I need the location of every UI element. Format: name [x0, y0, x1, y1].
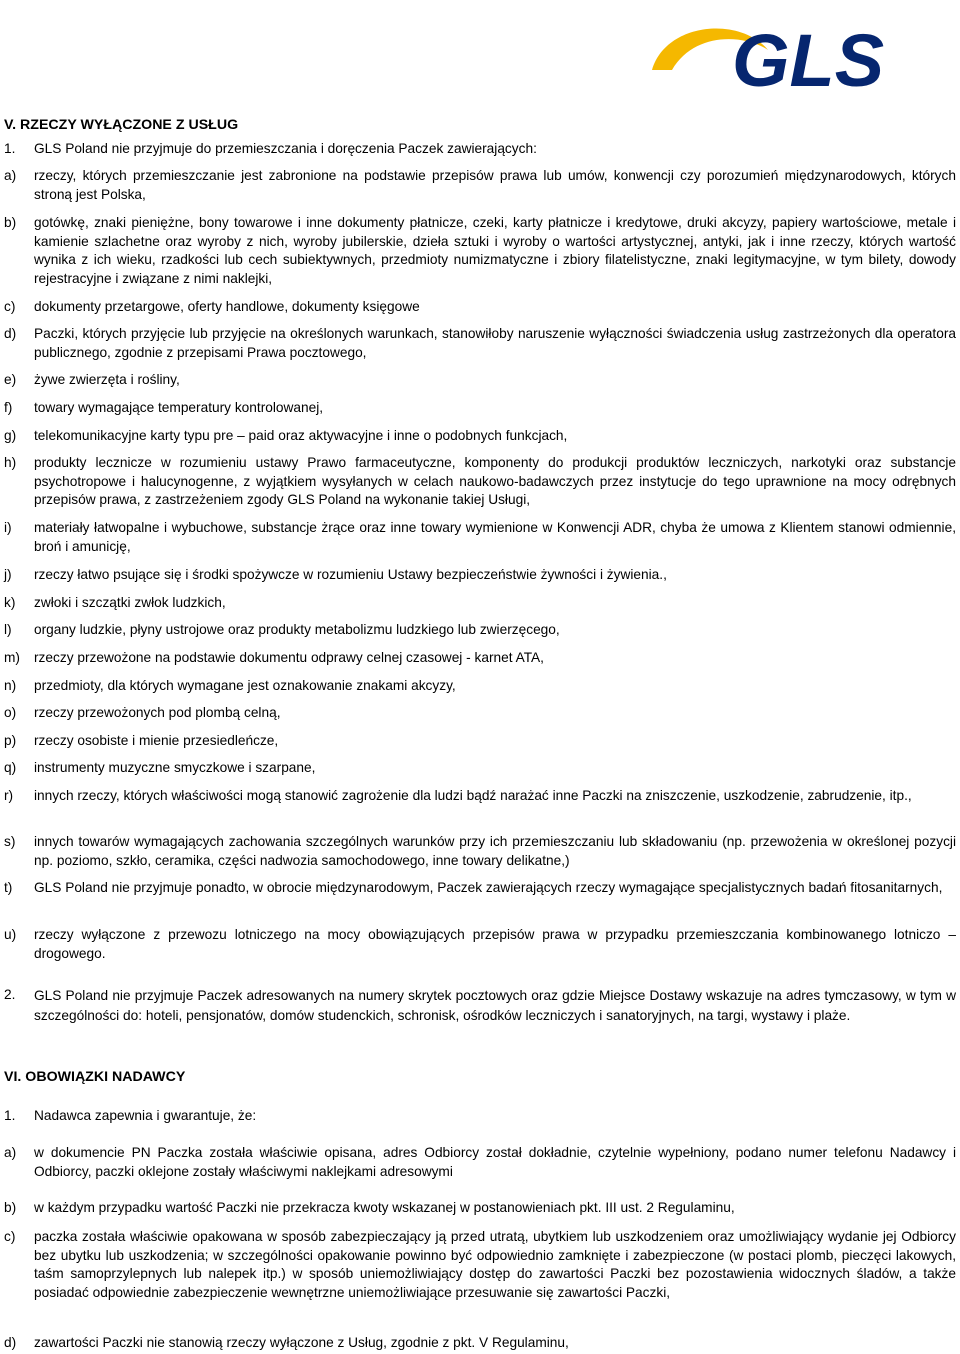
list-item-text: GLS Poland nie przyjmuje ponadto, w obrocie międzynarodowym, Paczek zawierających rzeczy wymagające specjalistycznych badań fitosanitarnych,	[34, 880, 943, 895]
list-item	[4, 519, 956, 556]
list-item-text: telekomunikacyjne karty typu pre – paid oraz aktywacyjne i inne o podobnych funkcjach,	[34, 428, 568, 443]
list-marker: 1.	[4, 1108, 16, 1123]
list-item-text: rzeczy osobiste i mienie przesiedleńcze,	[34, 733, 279, 748]
list-item-text: przedmioty, dla których wymagane jest oznakowanie znakami akcyzy,	[34, 678, 456, 693]
section-intro	[4, 140, 956, 159]
list-item-text: produkty lecznicze w rozumieniu ustawy Prawo farmaceutyczne, komponenty do produkcji produktów leczniczych, narkotyki oraz substancje psychotropowe i halucynogenne, z wyjątkiem wysyłanych w celach naukowo-badawczych przez instytucje do tego uprawnione na mocy odrębnych przepisów prawa, z zastrzeżeniem zgody GLS Poland na wykonanie takiej Usługi,	[34, 455, 956, 508]
list-item	[4, 298, 956, 317]
list-item	[4, 594, 956, 613]
list-item-text: dokumenty przetargowe, oferty handlowe, dokumenty księgowe	[34, 299, 420, 314]
list-item-text: rzeczy łatwo psujące się i środki spożywcze w rozumieniu Ustawy bezpieczeństwie żywności i żywienia.,	[34, 567, 667, 582]
list-marker: u)	[4, 927, 17, 942]
list-item-text: rzeczy, których przemieszczanie jest zabronione na podstawie przepisów prawa lub umów, konwencji czy porozumień międzynarodowych, których stroną jest Polska,	[34, 168, 956, 202]
list-item-text: rzeczy wyłączone z przewozu lotniczego na mocy obowiązujących przepisów prawa w przypadku przemieszczania kombinowanego lotniczo – drogowego.	[34, 927, 956, 961]
list-item-text: paczka została właściwie opakowana w sposób zabezpieczający ją przed utratą, ubytkiem lub uszkodzeniem oraz umożliwiający wydanie jej Odbiorcy bez ubytku lub uszkodzenia; w szczególności opakowanie powinno być odpowiednio zamknięte i zabezpieczone (w postaci plomb, pieczęci lakowych, taśm samoprzylepnych lub nalepek itp.) w sposób uniemożliwiający dostęp do zawartości Paczki bez pozostawienia widocznych śladów, a także posiadać odpowiednie zabezpieczenie wewnętrzne uniemożliwiające przesuwanie się zawartości Paczki,	[34, 1229, 956, 1300]
list-marker: d)	[4, 326, 17, 341]
list-item	[4, 167, 956, 204]
list-item	[4, 759, 956, 778]
list-marker: d)	[4, 1335, 17, 1350]
list-marker: k)	[4, 595, 16, 610]
list-item	[4, 704, 956, 723]
list-item	[4, 732, 956, 751]
list-marker: j)	[4, 567, 12, 582]
list-item	[4, 621, 956, 640]
list-marker: s)	[4, 834, 16, 849]
list-item	[4, 649, 956, 668]
list-item-text: żywe zwierzęta i rośliny,	[34, 372, 180, 387]
list-marker: r)	[4, 788, 14, 803]
list-marker: g)	[4, 428, 17, 443]
list-item-text: zawartości Paczki nie stanowią rzeczy wyłączone z Usług, zgodnie z pkt. V Regulaminu,	[34, 1335, 569, 1350]
list-item-text: towary wymagające temperatury kontrolowanej,	[34, 400, 324, 415]
list-marker: c)	[4, 1229, 16, 1244]
intro-text: GLS Poland nie przyjmuje do przemieszczania i doręczenia Paczek zawierających:	[34, 141, 537, 156]
list-item-text: organy ludzkie, płyny ustrojowe oraz produkty metabolizmu ludzkiego lub zwierzęcego,	[34, 622, 560, 637]
list-marker: p)	[4, 733, 17, 748]
list-marker: a)	[4, 168, 17, 183]
section-intro	[4, 1107, 956, 1126]
list-marker: o)	[4, 705, 17, 720]
list-item-text: rzeczy przewożone na podstawie dokumentu odprawy celnej czasowej - karnet ATA,	[34, 650, 544, 665]
list-marker: i)	[4, 520, 12, 535]
list-marker: 1.	[4, 141, 16, 156]
list-item-text: gotówkę, znaki pieniężne, bony towarowe i inne dokumenty płatnicze, czeki, karty płatnicze i kredytowe, druki akcyzy, papiery wartościowe, metale i kamienie szlachetne oraz wyroby z nich, wyroby jubilerskie, dzieła sztuki i wyroby o wartości artystycznej, antyki, jak i inne rzeczy, których wartość wynika z ich wieku, rzadkości lub cech subiektywnych, przedmioty numizmatyczne i zbiory filatelistyczne, znaki legitymacyjne, w tym bilety, dowody rejestracyjne i związane z nimi naklejki,	[34, 215, 956, 286]
list-item-text: innych towarów wymagających zachowania szczególnych warunków przy ich przemieszczaniu lub składowaniu (np. przewożenia w określonej pozycji np. poziomo, szkło, ceramika, części nadwozia samochodowego, inne towary delikatne,)	[34, 834, 956, 868]
list-item	[4, 371, 956, 390]
list-item	[4, 1199, 956, 1218]
list-item-text: w każdym przypadku wartość Paczki nie przekracza kwoty wskazanej w postanowieniach pkt. III ust. 2 Regulaminu,	[34, 1200, 735, 1215]
section-title: V. RZECZY WYŁĄCZONE Z USŁUG	[4, 117, 239, 133]
list-item-text: materiały łatwopalne i wybuchowe, substancje żrące oraz inne towary wymienione w Konwencji ADR, chyba że umowa z Klientem stanowi odmiennie, broń i amunicję,	[34, 520, 956, 554]
list-item	[4, 399, 956, 418]
list-item	[4, 926, 956, 963]
logo-text: GLS	[732, 20, 885, 92]
intro-text: Nadawca zapewnia i gwarantuje, że:	[34, 1108, 257, 1123]
list-item	[4, 1144, 956, 1181]
list-marker: b)	[4, 1200, 17, 1215]
list-item-text: instrumenty muzyczne smyczkowe i szarpane,	[34, 760, 316, 775]
list-marker: t)	[4, 880, 13, 895]
list-item-text: zwłoki i szczątki zwłok ludzkich,	[34, 595, 226, 610]
list-marker: e)	[4, 372, 17, 387]
gls-logo	[648, 20, 913, 92]
list-item	[4, 214, 956, 288]
list-item-text: Paczki, których przyjęcie lub przyjęcie na określonych warunkach, stanowiłoby naruszenie wyłączności świadczenia usług zastrzeżonych dla operatora publicznego, zgodnie z przepisami Prawa pocztowego,	[34, 326, 956, 360]
section-title: VI. OBOWIĄZKI NADAWCY	[4, 1069, 186, 1085]
list-marker: h)	[4, 455, 17, 470]
list-item-text: innych rzeczy, których właściwości mogą stanowić zagrożenie dla ludzi bądź narażać inne Paczki na zniszczenie, uszkodzenie, zabrudzenie, itp.,	[34, 788, 912, 803]
list-item	[4, 787, 956, 806]
list-item	[4, 427, 956, 446]
list-item	[4, 833, 956, 870]
list-item-text: rzeczy przewożonych pod plombą celną,	[34, 705, 281, 720]
list-item-text: w dokumencie PN Paczka została właściwie opisana, adres Odbiorcy został dokładnie, czytelnie wypełniony, podano numer telefonu Nadawcy i Odbiorcy, paczki oklejone zostały właściwymi naklejkami adresowymi	[34, 1145, 956, 1179]
list-item	[4, 566, 956, 585]
list-item	[4, 1228, 956, 1302]
list-marker: q)	[4, 760, 17, 775]
list-item	[4, 325, 956, 362]
list-marker: a)	[4, 1145, 17, 1160]
point-text: GLS Poland nie przyjmuje Paczek adresowanych na numery skrytek pocztowych oraz gdzie Miejsce Dostawy wskazuje na adres tymczasowy, w tym w szczególności do: hoteli, pensjonatów, domów studenckich, schronisk, ośrodków leczniczych i sanatoryjnych, na targi, wystawy i plaże.	[34, 988, 956, 1024]
list-marker: c)	[4, 299, 16, 314]
list-marker: l)	[4, 622, 12, 637]
list-item	[4, 677, 956, 696]
list-marker: n)	[4, 678, 17, 693]
list-item	[4, 454, 956, 510]
list-marker: m)	[4, 650, 20, 665]
list-marker: f)	[4, 400, 13, 415]
section-point	[4, 986, 956, 1027]
list-item	[4, 879, 956, 898]
gls-logo-graphic	[648, 20, 913, 92]
list-marker: 2.	[4, 987, 16, 1002]
list-marker: b)	[4, 215, 17, 230]
list-item	[4, 1334, 956, 1353]
